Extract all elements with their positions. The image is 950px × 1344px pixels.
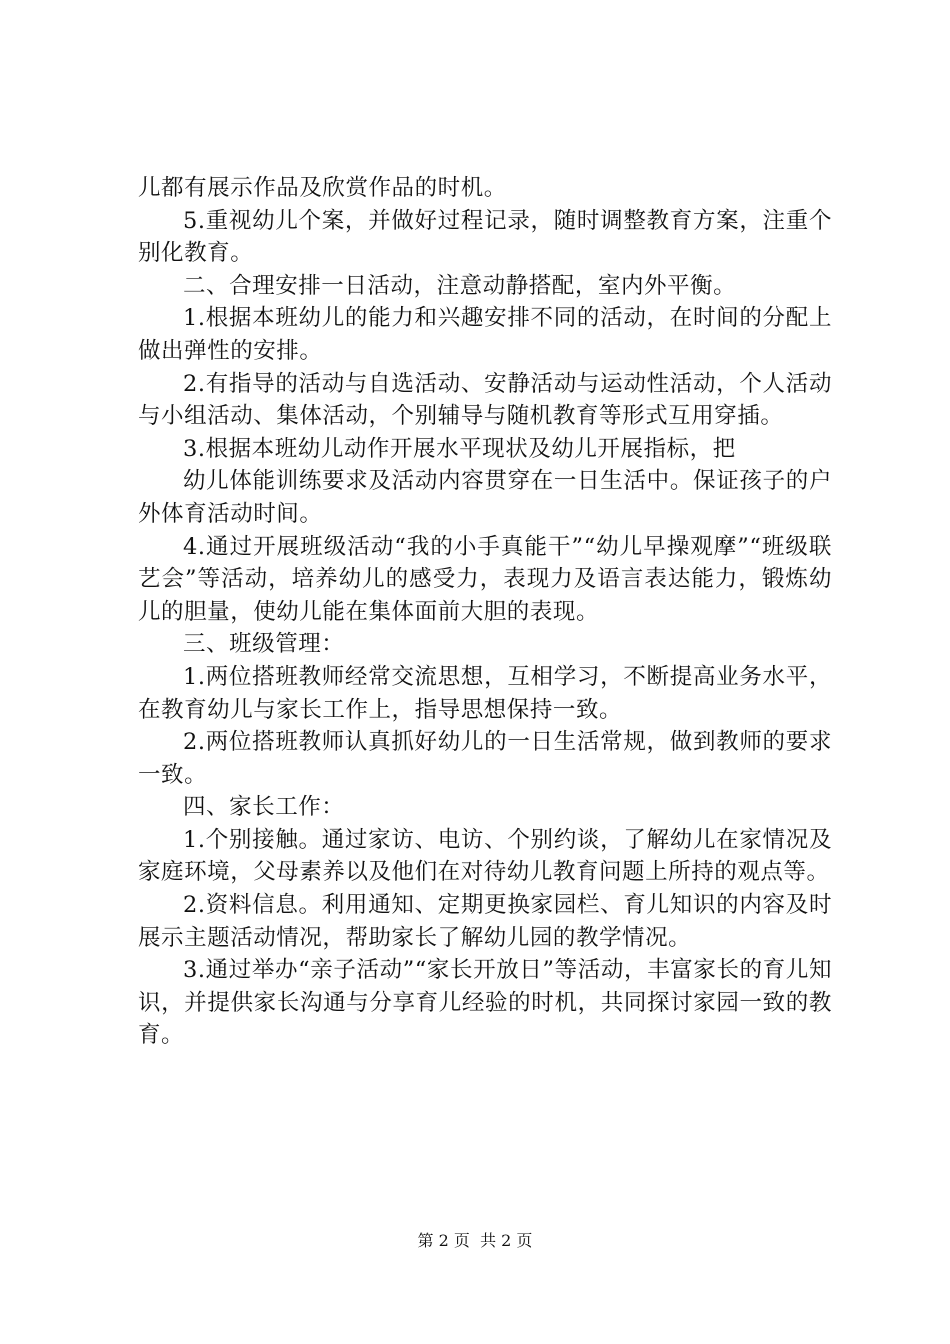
paragraph-item-2-2: 2.有指导的活动与自选活动、安静活动与运动性活动，个人活动与小组活动、集体活动，个别辅导与随机教育等形式互用穿插。: [138, 370, 832, 430]
section-heading-2: 二、合理安排一日活动，注意动静搭配，室内外平衡。: [183, 272, 737, 299]
paragraph-item-3-1: 1.两位搭班教师经常交流思想，互相学习，不断提高业务水平，在教育幼儿与家长工作上，指导思想保持一致。: [138, 663, 832, 723]
page-footer: 第 2 页 共 2 页: [417, 1231, 533, 1250]
paragraph-item-4-3: 3.通过举办“亲子活动”“家长开放日”等活动，丰富家长的育儿知识，并提供家长沟通与分享育儿经验的时机，共同探讨家园一致的教育。: [138, 957, 832, 1049]
paragraph-item-2-1: 1.根据本班幼儿的能力和兴趣安排不同的活动，在时间的分配上做出弹性的安排。: [138, 305, 832, 364]
paragraph-item-4-1: 1.个别接触。通过家访、电访、个别约谈，了解幼儿在家情况及家庭环境，父母素养以及他们在对待幼儿教育问题上所持的观点等。: [138, 826, 832, 886]
paragraph-item-5: 5.重视幼儿个案，并做好过程记录，随时调整教育方案，注重个别化教育。: [138, 207, 832, 267]
paragraph-item-2-3: 3.根据本班幼儿动作开展水平现状及幼儿开展指标，把: [183, 435, 736, 462]
paragraph-item-3-2: 2.两位搭班教师认真抓好幼儿的一日生活常规，做到教师的要求一致。: [138, 729, 832, 788]
section-heading-3: 三、班级管理：: [183, 631, 345, 658]
paragraph-item-4-2: 2.资料信息。利用通知、定期更换家园栏、育儿知识的内容及时展示主题活动情况，帮助家长了解幼儿园的教学情况。: [138, 892, 832, 951]
section-heading-4: 四、家长工作：: [183, 794, 345, 821]
paragraph-item-2-4: 4.通过开展班级活动“我的小手真能干”“幼儿早操观摩”“班级联艺会”等活动，培养幼儿的感受力，表现力及语言表达能力，锻炼幼儿的胆量，使幼儿能在集体面前大胆的表现。: [138, 533, 832, 625]
paragraph-continuation: 儿都有展示作品及欣赏作品的时机。: [138, 175, 507, 201]
document-body: [138, 172, 832, 1052]
paragraph-item-2-3-cont: 幼儿体能训练要求及活动内容贯穿在一日生活中。保证孩子的户外体育活动时间。: [138, 468, 832, 527]
